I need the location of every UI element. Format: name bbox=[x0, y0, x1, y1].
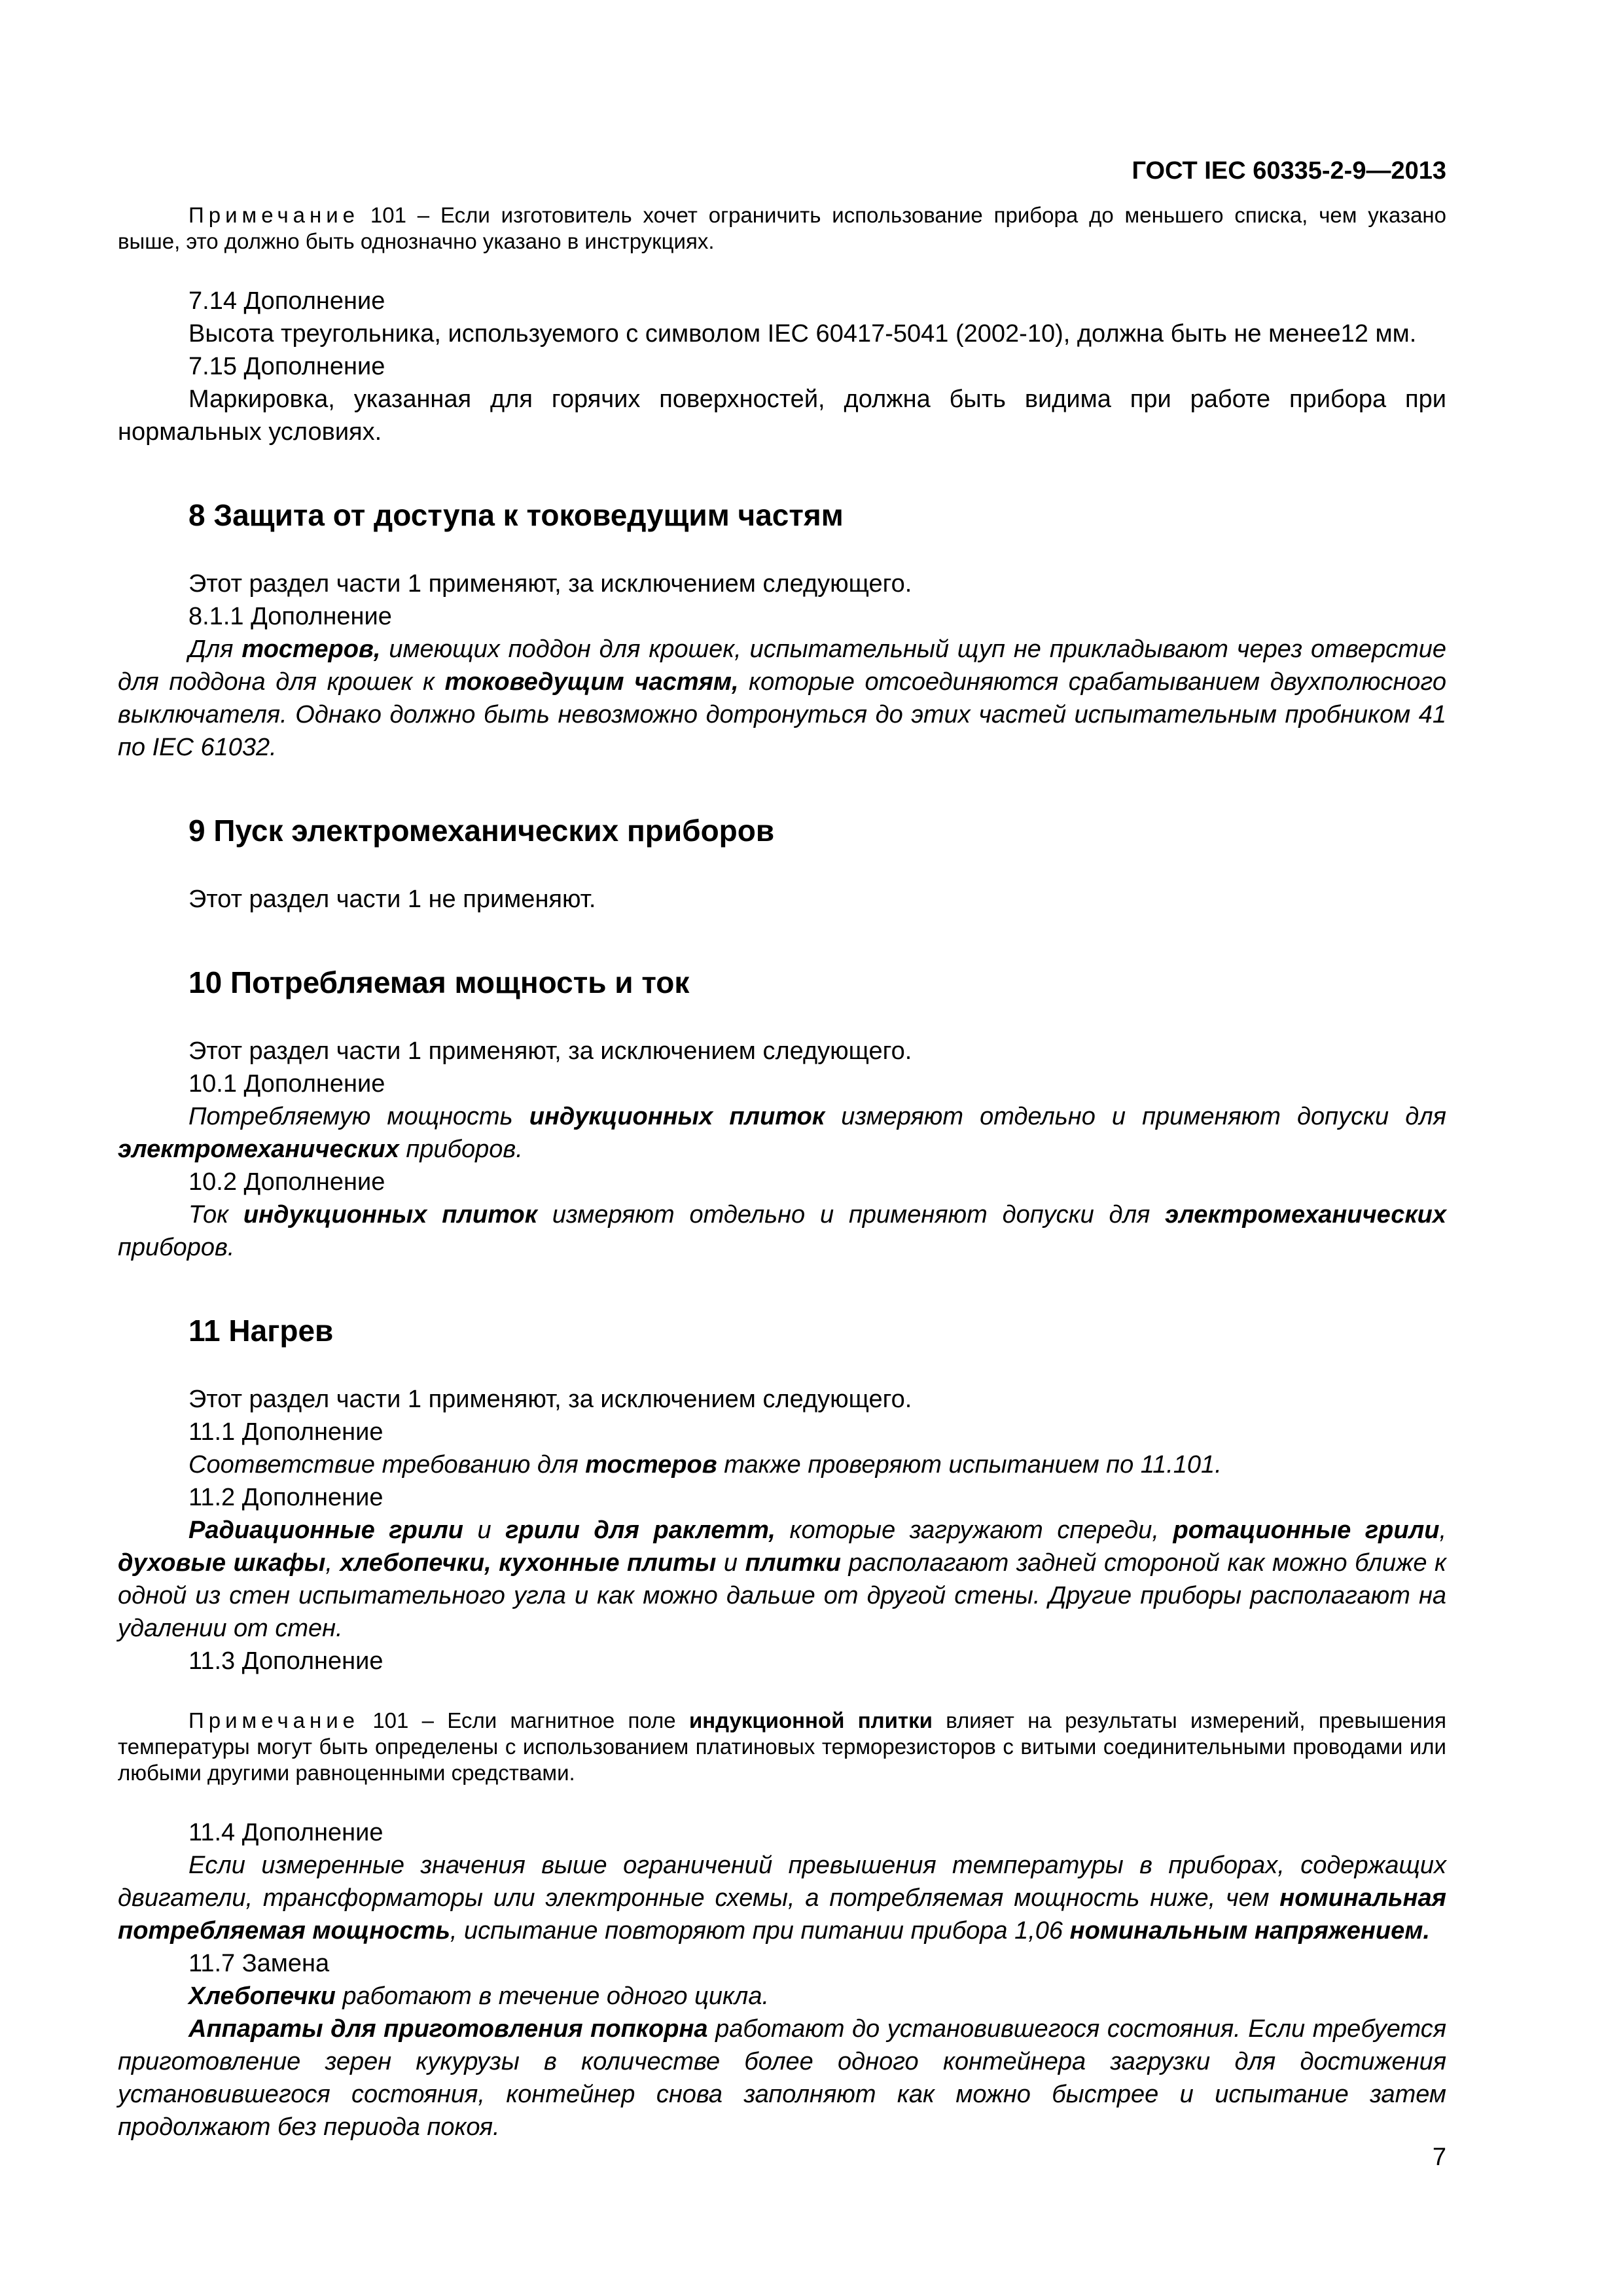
section-9-heading: 9 Пуск электромеханических приборов bbox=[188, 814, 775, 848]
section-9-intro: Этот раздел части 1 не применяют. bbox=[188, 886, 596, 913]
term-induction-hobs: индукционных плиток bbox=[529, 1103, 825, 1130]
clause-11-1-label: 11.1 Дополнение bbox=[188, 1418, 383, 1446]
term-live-parts: токоведущим частям, bbox=[444, 668, 739, 696]
term-popcorn-makers: Аппараты для приготовления попкорна bbox=[188, 2015, 708, 2043]
clause-11-4-label: 11.4 Дополнение bbox=[188, 1819, 383, 1846]
section-10-intro: Этот раздел части 1 применяют, за исключением следующего. bbox=[188, 1037, 912, 1065]
clause-7-14-label: 7.14 Дополнение bbox=[188, 287, 385, 315]
page-number: 7 bbox=[1432, 2144, 1446, 2171]
note-text: 101 – Если изготовитель хочет ограничить использование прибора до меньшего списка, чем указано выше, это должно быть однозначно указано в инструкциях. bbox=[118, 203, 1446, 253]
clause-10-1-label: 10.1 Дополнение bbox=[188, 1070, 385, 1098]
note-101-induction: Примечание 101 – Если магнитное поле индукционной плитки влияет на результаты измерений, превышения температуры могут быть определены с использованием платиновых терморезисторов с витыми соединительными проводами или любыми другими равноценными средствами. bbox=[118, 1708, 1447, 1785]
clause-7-14-text: Высота треугольника, используемого с символом IEC 60417-5041 (2002-10), должна быть не менее12 мм. bbox=[188, 320, 1417, 348]
term-rated-voltage: номинальным напряжением. bbox=[1069, 1917, 1430, 1945]
clause-10-2-label: 10.2 Дополнение bbox=[188, 1168, 385, 1196]
clause-8-1-1-text: Для тостеров, имеющих поддон для крошек, испытательный щуп не прикладывают через отверстие для поддона для крошек к токоведущим частям, которые отсоединяются срабатыванием двухполюсного выключателя. Однако должно быть невозможно дотронуться до этих частей испытательным пробником 41 по IEC 61032. bbox=[118, 636, 1447, 761]
clause-11-1-text: Соответствие требованию для тостеров также проверяют испытанием по 11.101. bbox=[188, 1451, 1222, 1479]
term-induction-hobs: индукционных плиток bbox=[243, 1201, 538, 1229]
clause-10-1-text: Потребляемую мощность индукционных плиток измеряют отдельно и применяют допуски для электромеханических приборов. bbox=[118, 1103, 1446, 1163]
section-10-heading: 10 Потребляемая мощность и ток bbox=[188, 965, 690, 999]
clause-11-2-text: Радиационные грили и грили для раклетт, которые загружают спереди, ротационные грили, духовые шкафы, хлебопечки, кухонные плиты и плитки располагают задней стороной как можно ближе к одной из стен испытательного угла и как можно дальше от другой стены. Другие приборы располагают на удалении от стен. bbox=[118, 1516, 1447, 1642]
term-toasters: тостеров bbox=[585, 1451, 717, 1479]
standard-designation: ГОСТ IEC 60335-2-9—2013 bbox=[1132, 157, 1446, 185]
section-8-heading: 8 Защита от доступа к токоведущим частям bbox=[188, 498, 844, 532]
note-prefix: Примечание bbox=[188, 1708, 360, 1732]
note-101-instructions bbox=[118, 202, 1446, 255]
clause-11-7-label: 11.7 Замена bbox=[188, 1950, 330, 1977]
section-11-heading: 11 Нагрев bbox=[188, 1314, 334, 1348]
section-11-intro: Этот раздел части 1 применяют, за исключением следующего. bbox=[188, 1386, 912, 1413]
term-toasters: тостеров, bbox=[241, 636, 381, 663]
section-8-intro: Этот раздел части 1 применяют, за исключением следующего. bbox=[188, 570, 912, 598]
term-motor-operated: электромеханических bbox=[118, 1136, 399, 1163]
clause-10-2-text: Ток индукционных плиток измеряют отдельно и применяют допуски для электромеханических приборов. bbox=[118, 1201, 1446, 1261]
clause-7-15-label: 7.15 Дополнение bbox=[188, 353, 385, 380]
clause-7-15-text: Маркировка, указанная для горячих поверхностей, должна быть видима при работе прибора при нормальных условиях. bbox=[118, 386, 1446, 446]
clause-11-2-label: 11.2 Дополнение bbox=[188, 1484, 383, 1511]
clause-11-7-text-1: Хлебопечки работают в течение одного цикла. bbox=[188, 1982, 770, 2010]
clause-11-3-label: 11.3 Дополнение bbox=[188, 1647, 383, 1675]
term-rated-power-input: номинальная потребляемая мощность bbox=[118, 1884, 1446, 1945]
term-motor-operated: электромеханических bbox=[1165, 1201, 1446, 1229]
clause-11-7-text-2: Аппараты для приготовления попкорна работают до установившегося состояния. Если требуется приготовление зерен кукурузы в количестве более одного контейнера загрузки для достижения установившегося состояния, контейнер снова заполняют как можно быстрее и испытание затем продолжают без периода покоя. bbox=[118, 2015, 1446, 2141]
term-bread-makers: Хлебопечки bbox=[188, 1982, 336, 2010]
term-induction-hob: индукционной плитки bbox=[688, 1708, 933, 1732]
document-page bbox=[118, 155, 1446, 2144]
note-prefix: Примечание bbox=[188, 203, 360, 227]
clause-8-1-1-label: 8.1.1 Дополнение bbox=[188, 603, 392, 630]
clause-11-4-text: Если измеренные значения выше ограничений превышения температуры в приборах, содержащих двигатели, трансформаторы или электронные схемы, а потребляемая мощность ниже, чем номинальная потребляемая мощность, испытание повторяют при питании прибора 1,06 номинальным напряжением. bbox=[118, 1852, 1446, 1945]
